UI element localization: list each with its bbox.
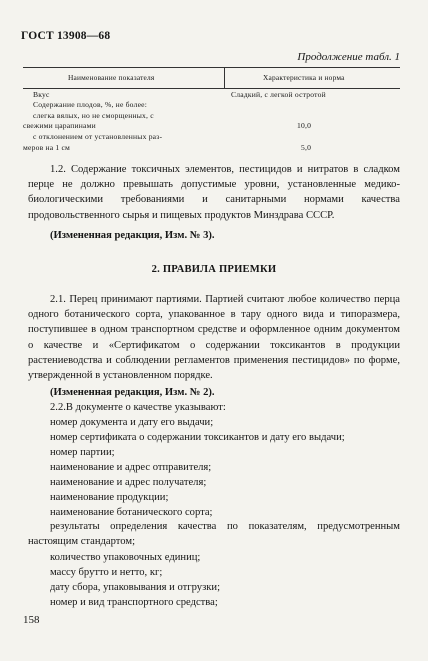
list-item: номер и вид транспортного средства; — [50, 597, 218, 608]
table-cell-name: меров на 1 см — [23, 143, 71, 152]
table-cell-value: 5,0 — [301, 143, 312, 152]
table-header-rule — [23, 88, 400, 89]
table-cell-value: 10,0 — [297, 121, 312, 130]
list-item: номер сертификата о содержании токсикантов и дату его выдачи; — [50, 432, 345, 443]
table-continuation-note: Продолжение табл. 1 — [297, 51, 400, 63]
list-item: наименование ботанического сорта; — [50, 507, 213, 518]
page-number: 158 — [23, 614, 40, 626]
table-cell-name: свежими царапинами — [23, 121, 96, 130]
paragraph-2-1: 2.1. Перец принимают партиями. Партией считают любое количество перца одного ботанического сорта, упакованное в тару одного вида и типоразмера, поступившее в одном транспортном средстве и оформленное одним документом о качестве и «Сертификатом о содержании токсикантов в продукции растениеводства и соблюдении регламентов применения пестицидов» по форме, утвержденной в установленном порядке. — [28, 294, 400, 382]
list-item: дату сбора, упаковывания и отгрузки; — [50, 582, 221, 593]
table-top-rule — [23, 67, 400, 68]
table-cell-name: с отклонением от установленных раз- — [33, 132, 163, 141]
table-cell-value: Сладкий, с легкой остротой — [231, 90, 326, 99]
paragraph-results: результаты определения качества по показателям, предусмотренным настоящим стандартом; — [28, 521, 400, 548]
paragraph-2-2-intro: 2.2.В документе о качестве указывают: — [50, 402, 226, 413]
list-item: количество упаковочных единиц; — [50, 552, 201, 563]
section-title: 2. ПРАВИЛА ПРИЕМКИ — [151, 264, 277, 275]
list-item: наименование и адрес получателя; — [50, 477, 207, 488]
table-column-divider — [224, 67, 225, 88]
list-item: наименование продукции; — [50, 492, 169, 503]
table-cell-name: Вкус — [33, 90, 50, 99]
table-cell-name: слегка вялых, но не сморщенных, с — [33, 111, 154, 120]
list-item: номер партии; — [50, 447, 115, 458]
table-header-indicator: Наименование показателя — [68, 73, 155, 82]
list-item: массу брутто и нетто, кг; — [50, 567, 163, 578]
table-cell-name: Содержание плодов, %, не более: — [33, 100, 148, 109]
list-item: номер документа и дату его выдачи; — [50, 417, 214, 428]
edit-note: (Измененная редакция, Изм. № 3). — [50, 230, 215, 241]
list-item: наименование и адрес отправителя; — [50, 462, 212, 473]
table-header-norm: Характеристика и норма — [263, 73, 345, 82]
document-code: ГОСТ 13908—68 — [21, 30, 111, 42]
paragraph-1-2: 1.2. Содержание токсичных элементов, пестицидов и нитратов в сладком перце не должно превышать допустимые уровни, установленные медико-биологическими требованиями и санитарными нормами качества продовольственного сырья и пищевых продуктов Минздрава СССР. — [28, 164, 400, 221]
edit-note: (Измененная редакция, Изм. № 2). — [50, 387, 215, 398]
